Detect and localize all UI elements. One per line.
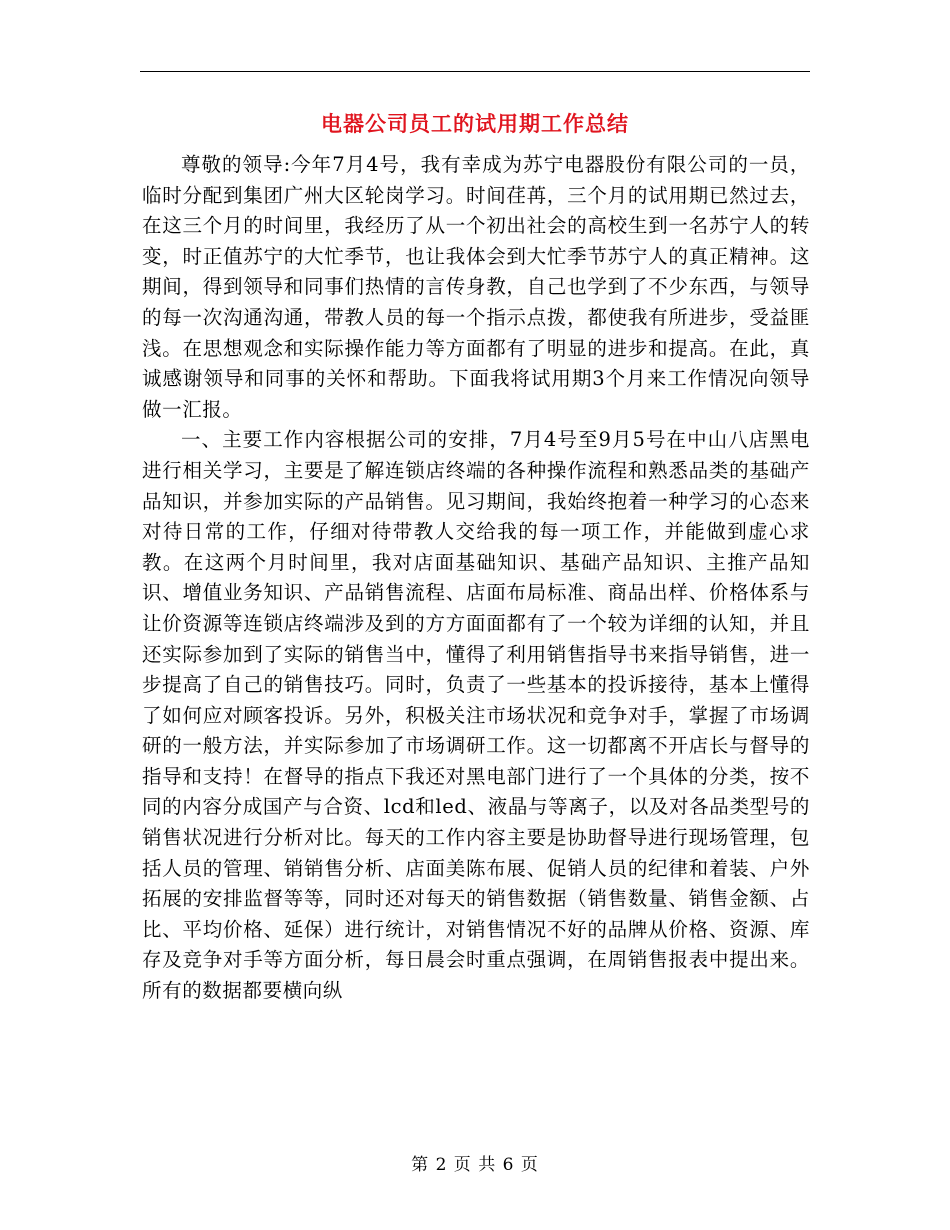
page-number-footer: 第 2 页 共 6 页 <box>411 1155 539 1175</box>
paragraph-main-work: 一、主要工作内容根据公司的安排，7月4号至9月5号在中山八店黑电进行相关学习，主要是了解连锁店终端的各种操作流程和熟悉品类的基础产品知识，并参加实际的产品销售。见习期间，我始终抱着一种学习的心态来对待日常的工作，仔细对待带教人交给我的每一项工作，并能做到虚心求教。在这两个月时间里，我对店面基础知识、基础产品知识、主推产品知识、增值业务知识、产品销售流程、店面布局标准、商品出样、价格体系与让价资源等连锁店终端涉及到的方方面面都有了一个较为详细的认知，并且还实际参加到了实际的销售当中，懂得了利用销售指导书来指导销售，进一步提高了自己的销售技巧。同时，负责了一些基本的投诉接待，基本上懂得了如何应对顾客投诉。另外，积极关注市场状况和竞争对手，掌握了市场调研的一般方法，并实际参加了市场调研工作。这一切都离不开店长与督导的指导和支持！在督导的指点下我还对黑电部门进行了一个具体的分类，按不同的内容分成国产与合资、lcd和led、液晶与等离子，以及对各品类型号的销售状况进行分析对比。每天的工作内容主要是协助督导进行现场管理，包括人员的管理、销销售分析、店面美陈布展、促销人员的纪律和着装、户外拓展的安排监督等等，同时还对每天的销售数据（销售数量、销售金额、占比、平均价格、延保）进行统计，对销售情况不好的品牌从价格、资源、库存及竞争对手等方面分析，每日晨会时重点强调，在周销售报表中提出来。所有的数据都要横向纵 <box>142 428 810 1003</box>
header-rule <box>140 71 810 72</box>
document-title: 电器公司员工的试用期工作总结 <box>321 111 629 136</box>
document-body <box>142 150 810 1007</box>
paragraph-intro: 尊敬的领导:今年7月4号，我有幸成为苏宁电器股份有限公司的一员，临时分配到集团广州大区轮岗学习。时间荏苒，三个月的试用期已然过去，在这三个月的时间里，我经历了从一个初出社会的高校生到一名苏宁人的转变，时正值苏宁的大忙季节，也让我体会到大忙季节苏宁人的真正精神。这期间，得到领导和同事们热情的言传身教，自己也学到了不少东西，与领导的每一次沟通沟通，带教人员的每一个指示点拨，都使我有所进步，受益匪浅。在思想观念和实际操作能力等方面都有了明显的进步和提高。在此，真诚感谢领导和同事的关怀和帮助。下面我将试用期3个月来工作情况向领导做一汇报。 <box>142 153 810 421</box>
